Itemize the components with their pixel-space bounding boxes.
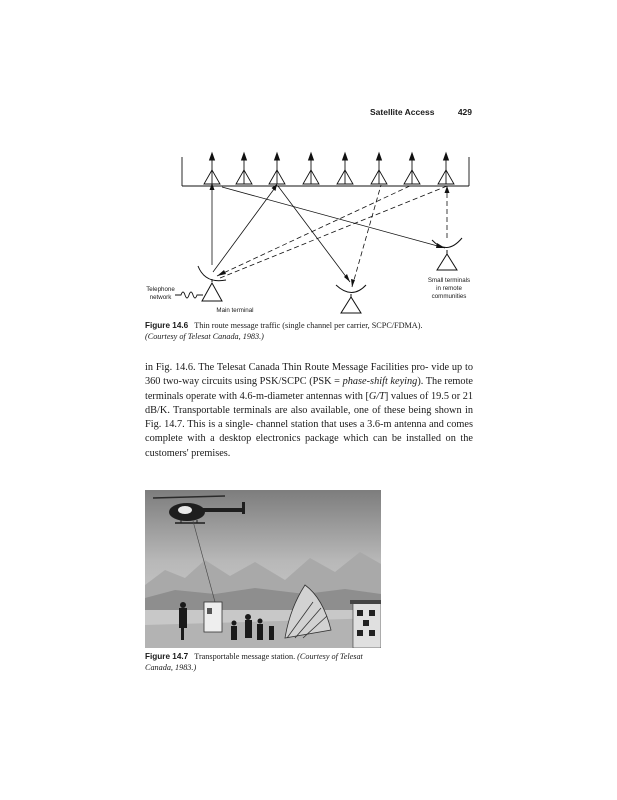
caption-text: Transportable message station.: [194, 652, 296, 661]
label-line: Main terminal: [216, 307, 254, 314]
remote-terminal-dish-right: [432, 238, 462, 270]
figure-14-7-photo: [145, 490, 381, 648]
label-line: Small terminals: [427, 277, 471, 284]
main-terminal-dish: [198, 266, 226, 301]
transponder-antenna: [204, 153, 220, 184]
caption-credit: (Courtesy of Telesat Canada, 1983.): [145, 652, 363, 672]
remote-terminal-dish-center: [336, 285, 366, 313]
transponder-antenna: [337, 153, 353, 184]
figure-14-6-caption: [145, 321, 475, 342]
label-line: network: [149, 294, 172, 301]
caption-text: Thin route message traffic (single channel per carrier, SCPC/FDMA).: [194, 321, 423, 330]
building: [350, 600, 381, 648]
label-line: Telephone: [146, 286, 175, 293]
page-number: 429: [457, 107, 472, 117]
running-head: [370, 107, 472, 117]
equipment-shelter: [204, 602, 222, 632]
figure-number: Figure 14.6: [145, 321, 189, 330]
body-text-segment: in Fig. 14.6. The Telesat Canada Thin Route Message Facilities pro- vide up to 360 two-way circuits using PSK/SCPC (PSK =: [145, 362, 473, 388]
caption-credit: (Courtesy of Telesat Canada, 1983.): [145, 331, 264, 341]
transponder-antenna: [236, 153, 252, 184]
transponder-antenna: [438, 153, 454, 184]
body-text-segment: ). The remote terminals operate with 4.6-m-diameter antennas with [: [145, 376, 473, 402]
main-terminal-label: [205, 307, 265, 315]
transponder-antenna: [404, 153, 420, 184]
body-text-segment: ] values of 19.5 or 21 dB/K. Transportable terminals are also available, one of these being shown in Fig. 14.7. This is a single- channel station that uses a 3.6-m antenna and comes complete with a desktop electronics package which can be installed on the customers' premises.: [145, 390, 473, 459]
figure-14-7-caption: [145, 652, 385, 673]
label-line: in remote: [436, 285, 462, 292]
transponder-antenna: [371, 153, 387, 184]
label-line: communities: [431, 293, 467, 300]
figure-number: Figure 14.7: [145, 652, 189, 661]
transponder-antenna: [303, 153, 319, 184]
small-terminals-label: [418, 277, 480, 301]
transponder-antenna: [269, 153, 285, 184]
running-head-title: Satellite Access: [370, 107, 435, 117]
body-paragraph: [145, 361, 473, 461]
telephone-network-label: [138, 286, 183, 302]
body-text-segment: phase-shift keying: [342, 376, 418, 388]
body-text-segment: G/T: [368, 390, 385, 402]
